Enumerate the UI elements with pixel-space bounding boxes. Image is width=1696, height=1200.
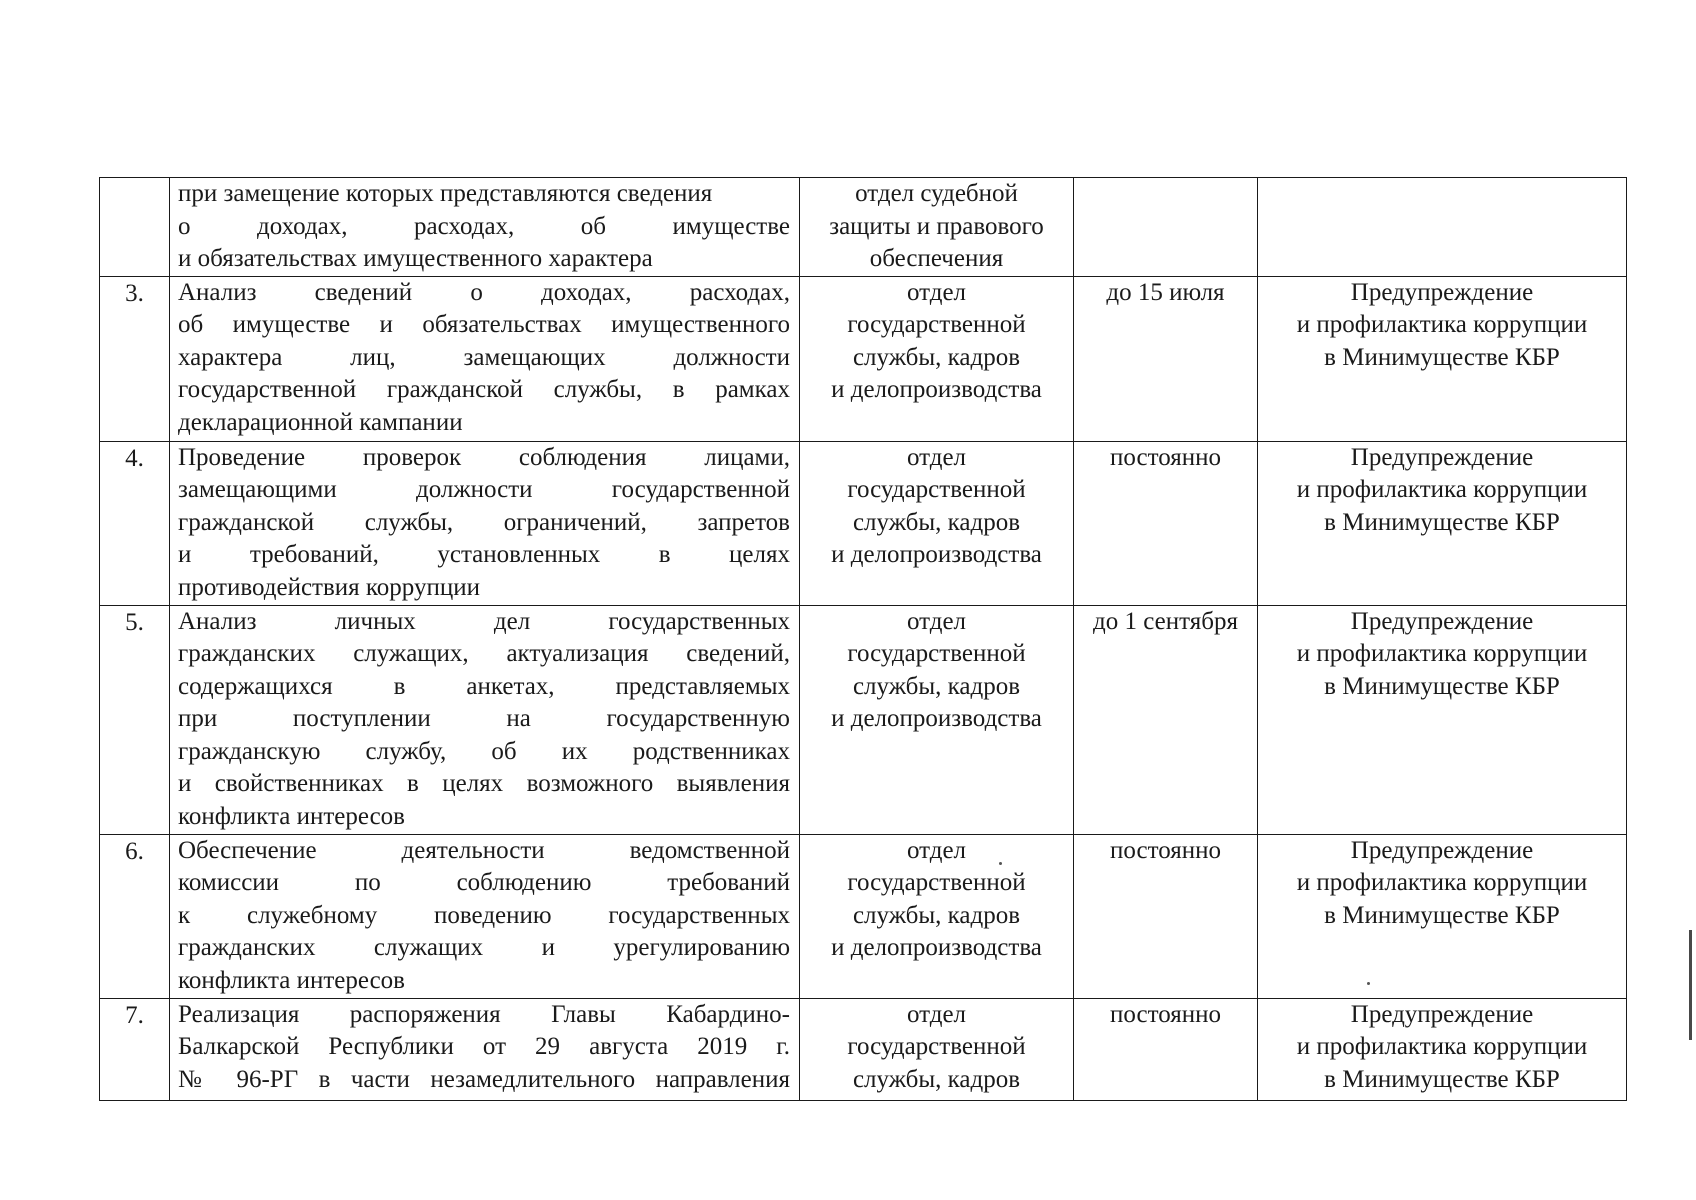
anticorruption-plan-table — [99, 177, 1627, 1101]
activity-line: Балкарской Республики от 29 августа 2019 г. — [178, 1033, 790, 1060]
responsible-line: отдел — [906, 278, 967, 306]
activity-cell — [170, 276, 800, 441]
responsible-cell — [800, 276, 1074, 441]
activity-line: конфликта интересов — [178, 966, 405, 994]
activity-line: гражданской службы, ограничений, запретов — [178, 508, 790, 536]
activity-line: противодействия коррупции — [178, 573, 480, 601]
row-number-cell — [100, 441, 170, 605]
row-number-cell — [100, 276, 170, 441]
row-number: 4. — [125, 444, 144, 472]
responsible-cell — [800, 441, 1074, 605]
activity-line: комиссии по соблюдению требований — [178, 869, 790, 896]
activity-line: при поступлении на государственную — [178, 705, 790, 732]
goal-cell — [1258, 178, 1627, 277]
responsible-line: и делопроизводства — [831, 705, 1042, 732]
row-number: 5. — [125, 608, 144, 636]
activity-cell — [170, 605, 800, 834]
responsible-line: службы, кадров — [852, 672, 1021, 700]
goal-line: в Минимуществе КБР — [1324, 508, 1560, 536]
responsible-line: службы, кадров — [852, 901, 1021, 929]
activity-line: характера лиц, замещающих должности — [178, 343, 790, 371]
activity-cell — [170, 998, 800, 1100]
table-row — [100, 178, 1627, 277]
responsible-line: службы, кадров — [852, 343, 1021, 371]
activity-line: гражданских служащих, актуализация сведений, — [178, 640, 790, 667]
term-cell — [1074, 276, 1258, 441]
responsible-line: и делопроизводства — [831, 541, 1042, 568]
activity-cell — [170, 834, 800, 998]
activity-line: Анализ сведений о доходах, расходах, — [178, 278, 790, 306]
responsible-line: отдел — [906, 607, 967, 635]
goal-line: Предупреждение — [1350, 607, 1534, 635]
responsible-line: государственной — [847, 311, 1026, 338]
table-row — [100, 605, 1627, 834]
term-cell — [1074, 998, 1258, 1100]
goal-line: Предупреждение — [1350, 1000, 1534, 1028]
goal-line: Предупреждение — [1350, 278, 1534, 306]
activity-line: и свойственниках в целях возможного выявления — [178, 770, 790, 797]
activity-line: Обеспечение деятельности ведомственной — [178, 836, 790, 864]
responsible-line: государственной — [847, 869, 1026, 896]
goal-line: в Минимуществе КБР — [1324, 1065, 1560, 1093]
responsible-line: отдел — [906, 443, 967, 471]
goal-cell — [1258, 276, 1627, 441]
goal-line: Предупреждение — [1350, 836, 1534, 864]
activity-line: и требований, установленных в целях — [178, 541, 790, 568]
responsible-line: службы, кадров — [852, 508, 1021, 536]
responsible-line: защиты и правового — [829, 212, 1044, 240]
term-cell — [1074, 834, 1258, 998]
goal-cell — [1258, 834, 1627, 998]
responsible-line: отдел — [906, 1000, 967, 1028]
activity-line: об имуществе и обязательствах имущественного — [178, 311, 790, 338]
goal-line: и профилактика коррупции — [1296, 1033, 1588, 1060]
responsible-line: и делопроизводства — [831, 934, 1042, 961]
table-row — [100, 998, 1627, 1100]
responsible-line: отдел судебной — [855, 180, 1018, 207]
activity-line: Реализация распоряжения Главы Кабардино- — [178, 1000, 790, 1028]
goal-line: в Минимуществе КБР — [1324, 672, 1560, 700]
term-text: постоянно — [1110, 836, 1221, 864]
table-row — [100, 276, 1627, 441]
table-row — [100, 441, 1627, 605]
responsible-cell — [800, 834, 1074, 998]
term-text: до 1 сентября — [1093, 607, 1238, 635]
term-cell — [1074, 178, 1258, 277]
goal-line: и профилактика коррупции — [1296, 311, 1588, 338]
goal-line: и профилактика коррупции — [1296, 476, 1588, 503]
goal-line: и профилактика коррупции — [1296, 869, 1588, 896]
term-text: постоянно — [1110, 1000, 1221, 1028]
responsible-line: обеспечения — [869, 245, 1004, 272]
activity-cell — [170, 441, 800, 605]
term-text: постоянно — [1110, 443, 1221, 471]
activity-line: Анализ личных дел государственных — [178, 607, 790, 635]
responsible-line: отдел — [906, 836, 967, 864]
goal-cell — [1258, 605, 1627, 834]
activity-line: содержащихся в анкетах, представляемых — [178, 672, 790, 700]
activity-line: конфликта интересов — [178, 802, 405, 830]
row-number: 7. — [125, 1001, 144, 1029]
responsible-cell — [800, 605, 1074, 834]
activity-line: и обязательствах имущественного характера — [178, 245, 653, 272]
term-cell — [1074, 605, 1258, 834]
responsible-line: службы, кадров — [852, 1065, 1021, 1093]
activity-line: при замещение которых представляются сведения — [178, 180, 713, 207]
responsible-line: государственной — [847, 1033, 1026, 1060]
row-number: 6. — [125, 837, 144, 865]
activity-line: замещающими должности государственной — [178, 476, 790, 503]
responsible-cell — [800, 178, 1074, 277]
activity-line: декларационной кампании — [178, 408, 463, 436]
row-number-cell — [100, 178, 170, 277]
activity-line: Проведение проверок соблюдения лицами, — [178, 443, 790, 471]
row-number-cell — [100, 998, 170, 1100]
goal-cell — [1258, 998, 1627, 1100]
activity-line: о доходах, расходах, об имуществе — [178, 212, 790, 240]
term-text: до 15 июля — [1106, 278, 1225, 306]
row-number-cell — [100, 834, 170, 998]
goal-line: в Минимуществе КБР — [1324, 343, 1560, 371]
responsible-cell — [800, 998, 1074, 1100]
goal-line: в Минимуществе КБР — [1324, 901, 1560, 929]
activity-cell — [170, 178, 800, 277]
responsible-line: и делопроизводства — [831, 376, 1042, 403]
goal-line: Предупреждение — [1350, 443, 1534, 471]
row-number-cell — [100, 605, 170, 834]
scan-speck — [1367, 982, 1370, 985]
activity-line: государственной гражданской службы, в рамках — [178, 376, 790, 403]
plan-table-body — [100, 178, 1627, 1101]
goal-line: и профилактика коррупции — [1296, 640, 1588, 667]
responsible-line: государственной — [847, 476, 1026, 503]
row-number: 3. — [125, 279, 144, 307]
scan-edge-mark — [1689, 930, 1696, 1040]
activity-line: гражданскую службу, об их родственниках — [178, 737, 790, 765]
activity-line: к служебному поведению государственных — [178, 901, 790, 929]
activity-line: гражданских служащих и урегулированию — [178, 934, 790, 961]
scan-speck — [999, 862, 1002, 865]
term-cell — [1074, 441, 1258, 605]
table-row — [100, 834, 1627, 998]
goal-cell — [1258, 441, 1627, 605]
activity-line: № 96-РГ в части незамедлительного направления — [178, 1065, 790, 1093]
responsible-line: государственной — [847, 640, 1026, 667]
